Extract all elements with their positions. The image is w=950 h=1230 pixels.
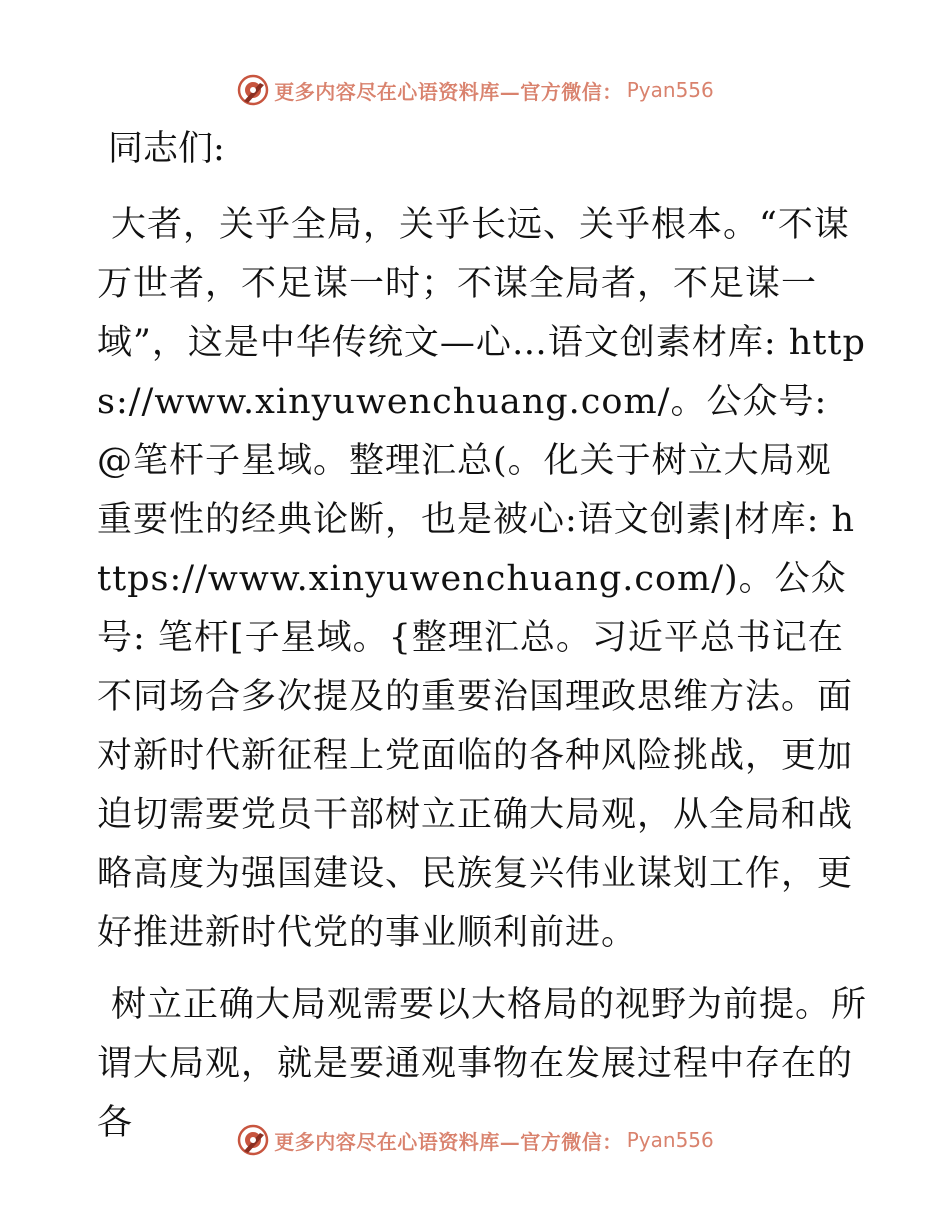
- salutation: 同志们:: [108, 129, 225, 169]
- banner-text: 更多内容尽在心语资料库—官方微信：: [274, 1129, 623, 1154]
- paragraph-2: 树立正确大局观需要以大格局的视野为前提。所谓大局观，就是要通观事物在发展过程中存在的各: [97, 985, 868, 1143]
- paragraph-1: 大者，关乎全局，关乎长远、关乎根本。“不谋万世者，不足谋一时；不谋全局者，不足谋一域”，这是中华传统文—心…语文创素材库: https://www.xinyuwenchuang.com/。公众号: @笔杆子星域。整理汇总(。化关于树立大局观重要性的经典论断，也是被心:语文创素|材库: https://www.xinyuwenchuang.com/)。公众号: 笔杆[子星域。{整理汇总。习近平总书记在不同场合多次提及的重要治国理政思维方法。面对新时代新征程上党面临的各种风险挑战，更加迫切需要党员干部树立正确大局观，从全局和战略高度为强国建设、民族复兴伟业谋划工作，更好推进新时代党的事业顺利前进。: [97, 205, 866, 953]
- banner-text: 更多内容尽在心语资料库—官方微信：: [274, 79, 623, 104]
- banner-wechat-id: Pyan556: [626, 1128, 714, 1152]
- header-watermark-banner: [0, 72, 950, 108]
- pen-nib-logo-icon: [236, 73, 270, 107]
- banner-wechat-id: Pyan556: [626, 78, 714, 102]
- pen-nib-logo-icon: [236, 1123, 270, 1157]
- footer-watermark-banner: [0, 1122, 950, 1158]
